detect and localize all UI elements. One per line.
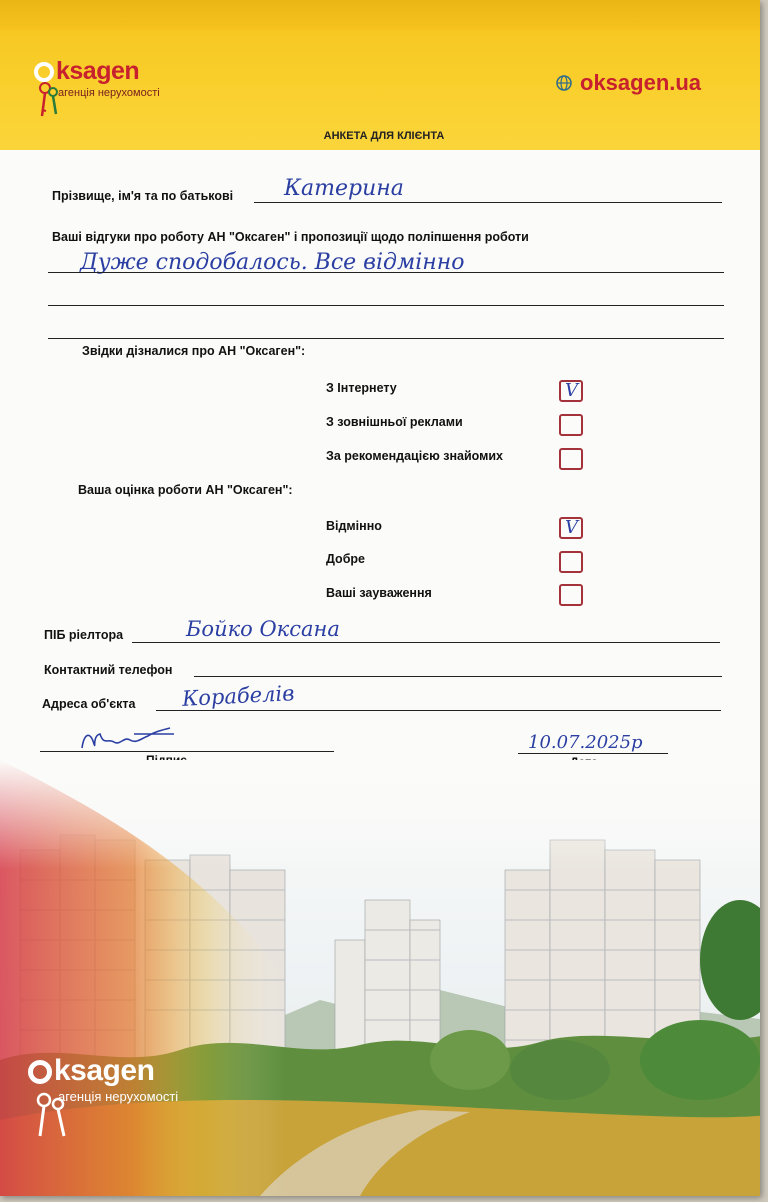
address-label: Адреса об'єкта [42, 697, 136, 711]
feedback-line-1 [48, 272, 724, 273]
name-label: Прізвище, ім'я та по батькові [52, 189, 234, 203]
logo-ring-icon [34, 62, 54, 82]
form-title: АНКЕТА ДЛЯ КЛІЄНТА [323, 130, 445, 142]
rating-option-remarks: Ваші зауваження [326, 586, 432, 600]
signature-line [40, 751, 334, 752]
logo-ring-icon [28, 1060, 52, 1084]
source-option-internet: З Інтернету [326, 381, 397, 395]
source-option-ads: З зовнішньої реклами [326, 415, 463, 429]
check-mark: V [565, 380, 578, 401]
rating-checkbox-excellent[interactable] [559, 517, 583, 539]
date-value[interactable]: 10.07.2025р [528, 732, 643, 753]
footer-brand-tagline: агенція нерухомості [58, 1089, 179, 1104]
phone-line [194, 676, 722, 677]
keys-icon [34, 1092, 74, 1142]
header-band [0, 0, 760, 150]
date-line [518, 753, 668, 754]
feedback-value[interactable]: Дуже сподобалось. Все відмінно [80, 250, 465, 275]
source-checkbox-recommend[interactable] [559, 448, 583, 470]
check-mark: V [565, 517, 578, 538]
website-link[interactable]: oksagen.ua [580, 70, 702, 95]
source-option-recommend: За рекомендацією знайомих [326, 449, 504, 463]
rating-label: Ваша оцінка роботи АН "Оксаген": [78, 483, 293, 497]
realtor-line [132, 642, 720, 643]
brand-tagline: агенція нерухомості [58, 87, 160, 99]
globe-icon [556, 75, 572, 91]
realtor-label: ПІБ ріелтора [44, 628, 124, 642]
source-checkbox-internet[interactable] [559, 380, 583, 402]
feedback-line-2 [48, 305, 724, 306]
rating-option-good: Добре [326, 552, 366, 566]
realtor-value[interactable]: Бойко Оксана [186, 617, 340, 641]
brand-name: ksagen [56, 57, 140, 85]
source-checkbox-ads[interactable] [559, 414, 583, 436]
address-value[interactable]: Корабелів [181, 681, 295, 711]
name-line [254, 202, 722, 203]
feedback-line-3 [48, 338, 724, 339]
phone-label: Контактний телефон [44, 663, 173, 677]
rating-checkbox-remarks[interactable] [559, 584, 583, 606]
rating-option-excellent: Відмінно [326, 519, 382, 533]
rating-checkbox-good[interactable] [559, 551, 583, 573]
feedback-label: Ваші відгуки про роботу АН "Оксаген" і пропозиції щодо поліпшення роботи [52, 230, 529, 244]
source-label: Звідки дізналися про АН "Оксаген": [82, 344, 306, 358]
address-line [156, 710, 721, 711]
residential-complex-illustration [0, 760, 760, 1196]
footer-brand-name: ksagen [54, 1054, 155, 1087]
keys-icon [38, 80, 62, 120]
name-value[interactable]: Катерина [284, 176, 404, 201]
